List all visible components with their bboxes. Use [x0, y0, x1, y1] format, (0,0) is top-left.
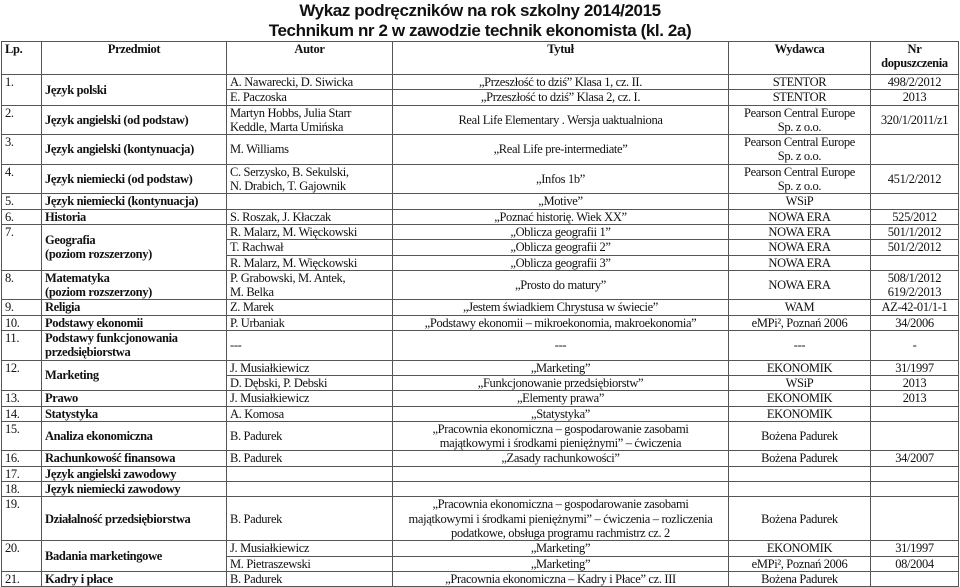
header-lp: Lp. — [2, 42, 42, 75]
publisher-cell: Bożena Padurek — [729, 421, 871, 451]
subject-cell: Marketing — [42, 360, 227, 391]
table-row — [2, 571, 959, 586]
publisher-cell: WSiP — [729, 375, 871, 390]
publisher-cell: EKONOMIK — [729, 360, 871, 375]
row-number: 18. — [2, 482, 42, 497]
row-number: 10. — [2, 315, 42, 330]
subject-cell: Podstawy funkcjonowania przedsiębiorstwa — [42, 331, 227, 361]
table-row — [2, 541, 959, 556]
title-cell: „Marketing” — [393, 360, 729, 375]
title-cell: „Pracownia ekonomiczna – gospodarowanie zasobami majątkowymi i środkami pieniężnymi” – ćwiczenia – rozliczenia podatkowe, obsługa programu rachmistrz cz. 2 — [393, 497, 729, 541]
row-number: 2. — [2, 105, 42, 135]
publisher-cell: NOWA ERA — [729, 224, 871, 239]
table-row — [2, 105, 959, 135]
author-cell: R. Malarz, M. Więckowski — [227, 255, 393, 270]
title-cell: „Prosto do matury” — [393, 270, 729, 300]
publisher-cell: EKONOMIK — [729, 406, 871, 421]
title-cell: „Przeszłość to dziś” Klasa 2, cz. I. — [393, 90, 729, 105]
publisher-cell: Bożena Padurek — [729, 451, 871, 466]
approval-number-cell: 2013 — [871, 391, 959, 406]
publisher-cell: eMPi², Poznań 2006 — [729, 556, 871, 571]
title-cell: „Podstawy ekonomii – mikroekonomia, makroekonomia” — [393, 315, 729, 330]
author-cell: Z. Marek — [227, 300, 393, 315]
document-title: Wykaz podręczników na rok szkolny 2014/2015 — [299, 1, 661, 20]
subject-cell: Badania marketingowe — [42, 541, 227, 572]
title-cell — [393, 466, 729, 481]
approval-number-cell: 34/2007 — [871, 451, 959, 466]
table-row — [2, 482, 959, 497]
approval-number-cell: 451/2/2012 — [871, 164, 959, 194]
approval-number-cell — [871, 255, 959, 270]
textbook-table — [1, 41, 959, 587]
publisher-cell: NOWA ERA — [729, 240, 871, 255]
subject-cell: Kadry i płace — [42, 571, 227, 586]
approval-number-cell: 34/2006 — [871, 315, 959, 330]
author-cell: B. Padurek — [227, 451, 393, 466]
author-cell: P. Grabowski, M. Antek, M. Belka — [227, 270, 393, 300]
table-row — [2, 360, 959, 375]
title-cell: „Pracownia ekonomiczna – gospodarowanie zasobami majątkowymi i środkami pieniężnymi” – ćwiczenia — [393, 421, 729, 451]
header-approval-number: Nr dopuszczenia — [871, 42, 959, 75]
subject-cell: Język angielski zawodowy — [42, 466, 227, 481]
row-number: 12. — [2, 360, 42, 391]
title-cell: „Motive” — [393, 194, 729, 209]
author-cell: B. Padurek — [227, 571, 393, 586]
publisher-cell: Pearson Central Europe Sp. z o.o. — [729, 164, 871, 194]
subject-cell: Język niemiecki zawodowy — [42, 482, 227, 497]
publisher-cell — [729, 482, 871, 497]
publisher-cell: STENTOR — [729, 75, 871, 90]
header-publisher: Wydawca — [729, 42, 871, 75]
table-row — [2, 466, 959, 481]
subject-cell: Geografia (poziom rozszerzony) — [42, 224, 227, 270]
author-cell: P. Urbaniak — [227, 315, 393, 330]
approval-number-cell: - — [871, 331, 959, 361]
title-cell: „Zasady rachunkowości” — [393, 451, 729, 466]
author-cell: Martyn Hobbs, Julia Starr Keddle, Marta Umińska — [227, 105, 393, 135]
approval-number-cell: 08/2004 — [871, 556, 959, 571]
title-cell: „Marketing” — [393, 541, 729, 556]
author-cell: B. Padurek — [227, 421, 393, 451]
title-cell: „Pracownia ekonomiczna – Kadry i Płace” cz. III — [393, 571, 729, 586]
table-row — [2, 164, 959, 194]
approval-number-cell — [871, 421, 959, 451]
table-header-row — [2, 42, 959, 75]
title-cell: „Funkcjonowanie przedsiębiorstw” — [393, 375, 729, 390]
row-number: 1. — [2, 75, 42, 106]
row-number: 8. — [2, 270, 42, 300]
author-cell — [227, 466, 393, 481]
approval-number-cell: 31/1997 — [871, 360, 959, 375]
approval-number-cell: 508/1/2012 619/2/2013 — [871, 270, 959, 300]
title-cell — [393, 482, 729, 497]
header-author: Autor — [227, 42, 393, 75]
title-cell: „Przeszłość to dziś” Klasa 1, cz. II. — [393, 75, 729, 90]
author-cell: D. Dębski, P. Debski — [227, 375, 393, 390]
table-row — [2, 224, 959, 239]
author-cell: A. Komosa — [227, 406, 393, 421]
row-number: 4. — [2, 164, 42, 194]
table-row — [2, 300, 959, 315]
author-cell: E. Paczoska — [227, 90, 393, 105]
subject-cell: Język niemiecki (kontynuacja) — [42, 194, 227, 209]
author-cell: --- — [227, 331, 393, 361]
title-cell: „Oblicza geografii 3” — [393, 255, 729, 270]
author-cell: J. Musiałkiewicz — [227, 391, 393, 406]
author-cell: T. Rachwał — [227, 240, 393, 255]
header-subject: Przedmiot — [42, 42, 227, 75]
row-number: 21. — [2, 571, 42, 586]
table-row — [2, 75, 959, 90]
author-cell: M. Williams — [227, 135, 393, 165]
author-cell — [227, 482, 393, 497]
title-cell: --- — [393, 331, 729, 361]
approval-number-cell — [871, 466, 959, 481]
subject-cell: Analiza ekonomiczna — [42, 421, 227, 451]
author-cell: M. Pietraszewski — [227, 556, 393, 571]
publisher-cell: --- — [729, 331, 871, 361]
row-number: 11. — [2, 331, 42, 361]
subject-cell: Religia — [42, 300, 227, 315]
row-number: 6. — [2, 209, 42, 224]
author-cell: R. Malarz, M. Więckowski — [227, 224, 393, 239]
author-cell: J. Musiałkiewicz — [227, 360, 393, 375]
table-body — [2, 75, 959, 587]
approval-number-cell: 2013 — [871, 375, 959, 390]
title-cell: „Marketing” — [393, 556, 729, 571]
publisher-cell: Pearson Central Europe Sp. z o.o. — [729, 105, 871, 135]
title-cell: Real Life Elementary . Wersja uaktualniona — [393, 105, 729, 135]
approval-number-cell — [871, 571, 959, 586]
subject-cell: Historia — [42, 209, 227, 224]
title-cell: „Statystyka” — [393, 406, 729, 421]
publisher-cell: EKONOMIK — [729, 391, 871, 406]
approval-number-cell: 501/2/2012 — [871, 240, 959, 255]
publisher-cell: WAM — [729, 300, 871, 315]
approval-number-cell: 501/1/2012 — [871, 224, 959, 239]
approval-number-cell — [871, 406, 959, 421]
publisher-cell: Bożena Padurek — [729, 571, 871, 586]
title-cell: „Oblicza geografii 2” — [393, 240, 729, 255]
row-number: 14. — [2, 406, 42, 421]
row-number: 19. — [2, 497, 42, 541]
subject-cell: Język angielski (kontynuacja) — [42, 135, 227, 165]
header-title: Tytuł — [393, 42, 729, 75]
approval-number-cell — [871, 135, 959, 165]
approval-number-cell: 2013 — [871, 90, 959, 105]
publisher-cell: NOWA ERA — [729, 255, 871, 270]
row-number: 9. — [2, 300, 42, 315]
table-row — [2, 331, 959, 361]
row-number: 5. — [2, 194, 42, 209]
subject-cell: Język polski — [42, 75, 227, 106]
publisher-cell: NOWA ERA — [729, 270, 871, 300]
table-row — [2, 421, 959, 451]
title-cell: „Oblicza geografii 1” — [393, 224, 729, 239]
row-number: 15. — [2, 421, 42, 451]
approval-number-cell: 320/1/2011/z1 — [871, 105, 959, 135]
title-cell: „Elementy prawa” — [393, 391, 729, 406]
approval-number-cell: AZ-42-01/1-1 — [871, 300, 959, 315]
publisher-cell: Bożena Padurek — [729, 497, 871, 541]
author-cell — [227, 194, 393, 209]
row-number: 20. — [2, 541, 42, 572]
title-cell: „Infos 1b” — [393, 164, 729, 194]
row-number: 16. — [2, 451, 42, 466]
subject-cell: Statystyka — [42, 406, 227, 421]
author-cell: S. Roszak, J. Kłaczak — [227, 209, 393, 224]
table-row — [2, 451, 959, 466]
publisher-cell: NOWA ERA — [729, 209, 871, 224]
approval-number-cell: 31/1997 — [871, 541, 959, 556]
subject-cell: Matematyka (poziom rozszerzony) — [42, 270, 227, 300]
publisher-cell: STENTOR — [729, 90, 871, 105]
table-row — [2, 194, 959, 209]
table-row — [2, 270, 959, 300]
row-number: 17. — [2, 466, 42, 481]
title-cell: „Poznać historię. Wiek XX” — [393, 209, 729, 224]
title-cell: „Real Life pre-intermediate” — [393, 135, 729, 165]
subject-cell: Język niemiecki (od podstaw) — [42, 164, 227, 194]
publisher-cell: EKONOMIK — [729, 541, 871, 556]
table-row — [2, 315, 959, 330]
table-row — [2, 209, 959, 224]
subject-cell: Rachunkowość finansowa — [42, 451, 227, 466]
row-number: 7. — [2, 224, 42, 270]
publisher-cell: eMPi², Poznań 2006 — [729, 315, 871, 330]
subject-cell: Podstawy ekonomii — [42, 315, 227, 330]
subject-cell: Prawo — [42, 391, 227, 406]
author-cell: B. Padurek — [227, 497, 393, 541]
author-cell: J. Musiałkiewicz — [227, 541, 393, 556]
approval-number-cell — [871, 194, 959, 209]
approval-number-cell: 525/2012 — [871, 209, 959, 224]
approval-number-cell: 498/2/2012 — [871, 75, 959, 90]
subject-cell: Działalność przedsiębiorstwa — [42, 497, 227, 541]
subject-cell: Język angielski (od podstaw) — [42, 105, 227, 135]
author-cell: C. Serzysko, B. Sekulski, N. Drabich, T. Gajownik — [227, 164, 393, 194]
approval-number-cell — [871, 497, 959, 541]
table-row — [2, 135, 959, 165]
approval-number-cell — [871, 482, 959, 497]
table-row — [2, 497, 959, 541]
title-cell: „Jestem świadkiem Chrystusa w świecie” — [393, 300, 729, 315]
publisher-cell — [729, 466, 871, 481]
publisher-cell: Pearson Central Europe Sp. z o.o. — [729, 135, 871, 165]
author-cell: A. Nawarecki, D. Siwicka — [227, 75, 393, 90]
table-row — [2, 406, 959, 421]
publisher-cell: WSiP — [729, 194, 871, 209]
table-row — [2, 391, 959, 406]
row-number: 3. — [2, 135, 42, 165]
document-subtitle: Technikum nr 2 w zawodzie technik ekonomista (kl. 2a) — [268, 21, 692, 40]
row-number: 13. — [2, 391, 42, 406]
